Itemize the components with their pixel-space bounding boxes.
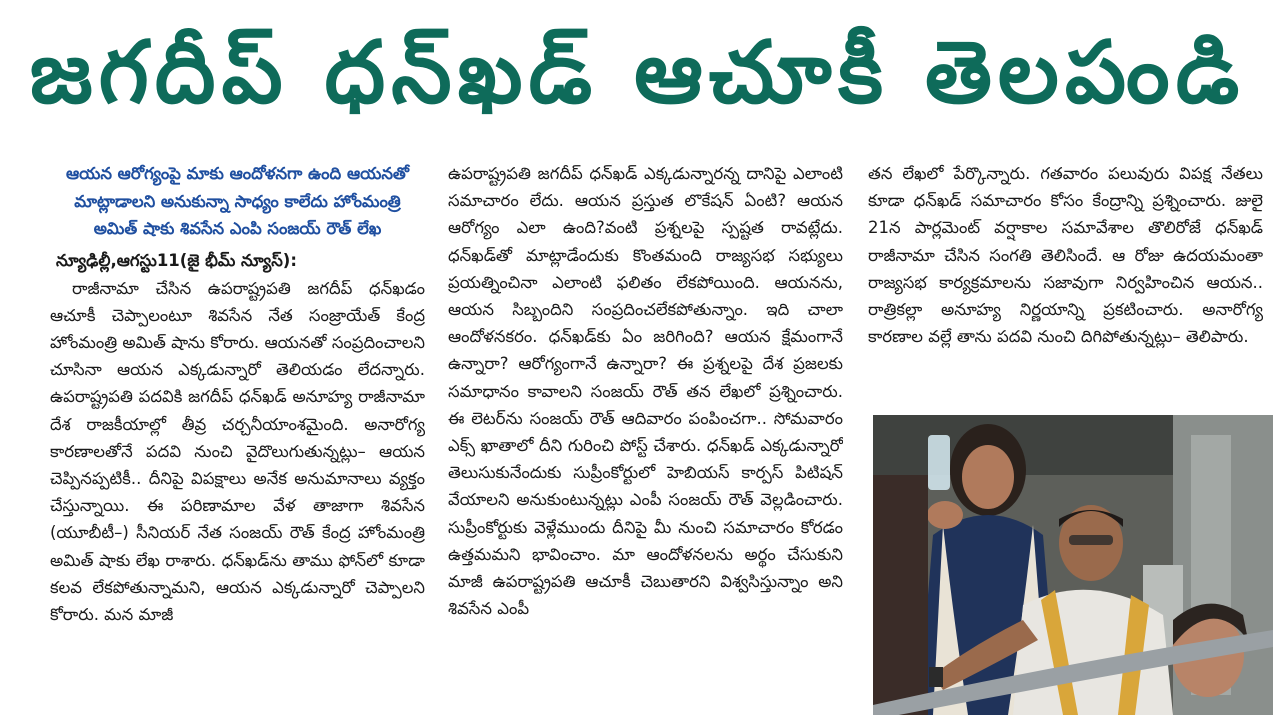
article-column-1	[50, 160, 425, 715]
news-photo	[873, 415, 1273, 715]
article-body-part-2: ఉపరాష్ట్రపతి జగదీప్ ధన్‌ఖడ్ ఎక్కడున్నారన్న దానిపై ఎలాంటి సమాచారం లేదు. ఆయన ప్రస్తుత లొకేషన్ ఏంటి? ఆయన ఆరోగ్యం ఎలా ఉంది?వంటి ప్రశ్నలపై స్పష్టత రావట్లేదు. ధన్‌ఖడ్‌తో మాట్లాడేందుకు కొంతమంది రాజ్యసభ సభ్యులు ప్రయత్నించినా ఎలాంటి ఫలితం లేకపోయింది. ఆయనను, ఆయన సిబ్బందిని సంప్రదించలేకపోతున్నాం. ఇది చాలా ఆందోళనకరం. ధన్‌ఖడ్‌కు ఏం జరిగింది? ఆయన క్షేమంగానే ఉన్నారా? ఆరోగ్యంగానే ఉన్నారా? ఈ ప్రశ్నలపై దేశ ప్రజలకు సమాధానం కావాలని సంజయ్ రౌత్ తన లేఖలో ప్రశ్నించారు. ఈ లెటర్‌ను సంజయ్ రౌత్ ఆదివారం పంపించగా.. సోమవారం ఎక్స్ ఖాతాలో దీని గురించి పోస్ట్ చేశారు. ధన్‌ఖడ్ ఎక్కడున్నారో తెలుసుకునేందుకు సుప్రీంకోర్టులో హెబియస్ కార్పస్ పిటిషన్ వేయాలని అనుకుంటున్నట్లు ఎంపీ సంజయ్ రౌత్ వెల్లడించారు. సుప్రీంకోర్టుకు వెళ్లేముందు దీనిపై మీ నుంచి సమాచారం కోరడం ఉత్తమమని భావించాం. మా ఆందోళనలను అర్థం చేసుకుని మాజీ ఉపరాష్ట్రపతి ఆచూకీ చెబుతారని విశ్వసిస్తున్నాం అని శివసేన ఎంపీ	[448, 164, 843, 619]
dateline: న్యూఢిల్లీ,ఆగస్టు11(జై భీమ్ న్యూస్):	[56, 250, 297, 270]
headline: జగదీప్ ధన్‌ఖడ్ ఆచూకీ తెలపండి	[29, 23, 1246, 123]
article-column-2	[448, 160, 843, 715]
article-column-3	[868, 160, 1263, 410]
article-body-part-1: రాజీనామా చేసిన ఉపరాష్ట్రపతి జగదీప్ ధన్‌ఖడం ఆచూకీ చెప్పాలంటూ శివసేన నేత సంజ్రాయేత్ కేంద్ర హోంమంత్రి అమిత్ షాను కోరారు. ఆయనతో సంప్రదించాలని చూసినా ఆయన ఎక్కడున్నారో తెలియడం లేదన్నారు. ఉపరాష్ట్రపతి పదవికి జగదీప్ ధన్‌ఖడ్ అనూహ్య రాజీనామా దేశ రాజకీయాల్లో తీవ్ర చర్చనీయాంశమైంది. అనారోగ్య కారణాలతోనే పదవి నుంచి వైదొలుగుతున్నట్లు– ఆయన చెప్పినప్పటికీ.. దీనిపై విపక్షాలు అనేక అనుమానాలు వ్యక్తం చేస్తున్నాయి. ఈ పరిణామాల వేళ తాజాగా శివసేన (యూబీటీ–) సీనియర్ నేత సంజయ్ రౌత్ కేంద్ర హోంమంత్రి అమిత్ షాకు లేఖ రాశారు. ధన్‌ఖడ్‌ను తాము ఫోన్‌లో కూడా కలవ లేకపోతున్నామని, ఆయన ఎక్కడున్నారో చెప్పాలని కోరారు. మన మాజీ	[50, 278, 425, 624]
news-photo-illustration	[873, 415, 1273, 715]
article-body-part-3: తన లేఖలో పేర్కొన్నారు. గతవారం పలువురు విపక్ష నేతలు కూడా ధన్‌ఖడ్ సమాచారం కోసం కేంద్రాన్ని ప్రశ్నించారు. జులై 21న పార్లమెంట్ వర్షాకాల సమావేశాల తొలిరోజే ధన్‌ఖడ్ రాజీనామా చేసిన సంగతి తెలిసిందే. ఆ రోజు ఉదయమంతా రాజ్యసభ కార్యక్రమాలను సజావుగా నిర్వహించిన ఆయన.. రాత్రికల్లా అనూహ్య నిర్ణయాన్ని ప్రకటించారు. అనారోగ్య కారణాల వల్లే తాను పదవి నుంచి దిగిపోతున్నట్లు– తెలిపారు.	[868, 164, 1263, 347]
subheading: ఆయన ఆరోగ్యంపై మాకు ఆందోళనగా ఉంది ఆయనతో మాట్లాడాలని అనుకున్నా సాధ్యం కాలేదు హోంమంత్రి అమిత్ షాకు శివసేన ఎంపి సంజయ్ రౌత్ లేఖ	[65, 164, 410, 238]
